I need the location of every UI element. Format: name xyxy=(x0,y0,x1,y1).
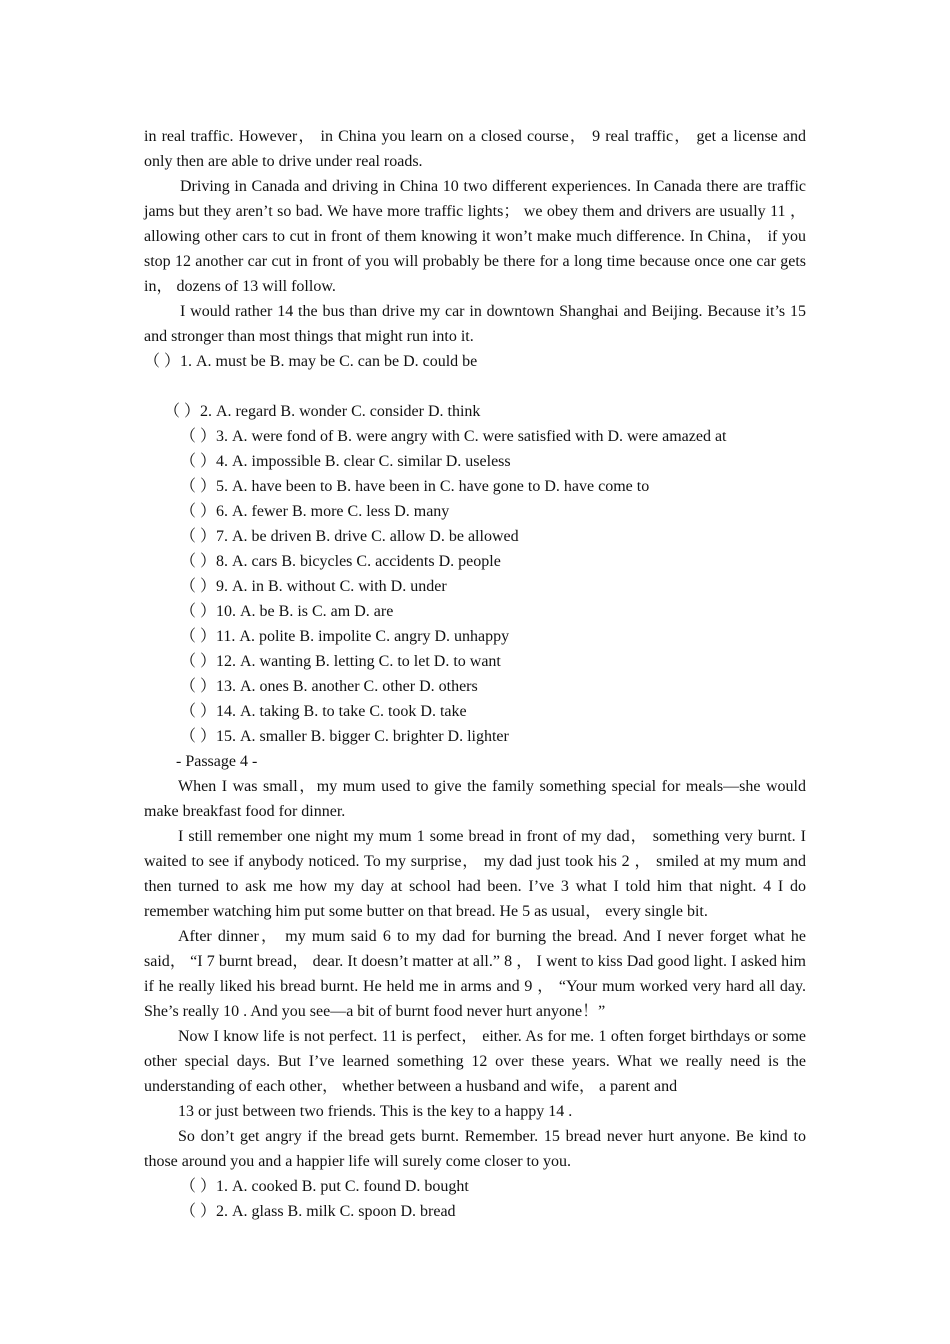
passage4-paragraph: I still remember one night my mum 1 some bread in front of my dad， something very burnt. I waited to see if anybody noticed. To my surprise， my dad just took his 2 ， smiled at my mum and then turned to ask me how my day at school had been. I’ve 3 what I told him that night. 4 I do remember watching him put some butter on that bread. He 5 as usual， every single bit. xyxy=(144,828,806,920)
passage4-paragraph: Now I know life is not perfect. 11 is perfect， either. As for me. 1 often forget birthdays or some other special days. But I’ve learned something 12 over these years. What we really need is the understanding of each other， whether between a husband and wife， a parent and xyxy=(144,1028,806,1095)
question-option-line: （ ）5. A. have been to B. have been in C. have gone to D. have come to xyxy=(180,478,650,495)
question-option-line: （ ）7. A. be driven B. drive C. allow D. be allowed xyxy=(180,528,519,545)
question-option-line: （ ）9. A. in B. without C. with D. under xyxy=(180,578,447,595)
question-option-line: （ ）15. A. smaller B. bigger C. brighter D. lighter xyxy=(180,728,509,745)
passage4-paragraph: 13 or just between two friends. This is the key to a happy 14 . xyxy=(178,1103,573,1120)
question-option-line: （ ）12. A. wanting B. letting C. to let D. to want xyxy=(180,653,501,670)
passage3-paragraph: I would rather 14 the bus than drive my car in downtown Shanghai and Beijing. Because it’s 15 and stronger than most things that might run into it. xyxy=(144,303,806,345)
document-body xyxy=(144,124,806,1224)
passage4-paragraph: After dinner， my mum said 6 to my dad for burning the bread. And I never forget what he said， “I 7 burnt bread， dear. It doesn’t matter at all.” 8 ， I went to kiss Dad good light. I asked him if he really liked his bread burnt. He held me in arms and 9 ， “Your mum worked very hard all day. She’s really 10 . And you see—a bit of burnt food never hurt anyone！” xyxy=(144,928,806,1020)
blank-line xyxy=(144,374,806,399)
passage3-paragraph: Driving in Canada and driving in China 10 two different experiences. In Canada there are traffic jams but they aren’t so bad. We have more traffic lights； we obey them and drivers are usually 11 ， allowing other cars to cut in front of them knowing it won’t make much difference. In China， if you stop 12 another car cut in front of you will probably be there for a long time because once one car gets in， dozens of 13 will follow. xyxy=(144,178,806,295)
question-option-line: （ ）14. A. taking B. to take C. took D. take xyxy=(180,703,467,720)
passage4-paragraph: So don’t get angry if the bread gets burnt. Remember. 15 bread never hurt anyone. Be kind to those around you and a happier life will surely come closer to you. xyxy=(144,1128,806,1170)
question-option-line: （ ）3. A. were fond of B. were angry with C. were satisfied with D. were amazed at xyxy=(180,428,727,445)
question-option-line: （ ）6. A. fewer B. more C. less D. many xyxy=(180,503,450,520)
question-option-line: （ ）2. A. regard B. wonder C. consider D. think xyxy=(164,403,481,420)
question-option-line: （ ）10. A. be B. is C. am D. are xyxy=(180,603,394,620)
question-option-line: （ ）4. A. impossible B. clear C. similar D. useless xyxy=(180,453,511,470)
passage3-paragraph: in real traffic. However， in China you learn on a closed course， 9 real traffic， get a license and only then are able to drive under real roads. xyxy=(144,128,806,170)
question-option-line: （ ）2. A. glass B. milk C. spoon D. bread xyxy=(180,1203,456,1220)
question-option-line: （ ）8. A. cars B. bicycles C. accidents D. people xyxy=(180,553,501,570)
passage-heading: - Passage 4 - xyxy=(176,753,258,770)
question-option-line: （ ）1. A. cooked B. put C. found D. bought xyxy=(180,1178,469,1195)
question-option-line: （ ）1. A. must be B. may be C. can be D. could be xyxy=(144,353,478,370)
question-option-line: （ ）13. A. ones B. another C. other D. others xyxy=(180,678,478,695)
question-option-line: （ ）11. A. polite B. impolite C. angry D. unhappy xyxy=(180,628,510,645)
passage4-paragraph: When I was small，my mum used to give the family something special for meals—she would make breakfast food for dinner. xyxy=(144,778,806,820)
